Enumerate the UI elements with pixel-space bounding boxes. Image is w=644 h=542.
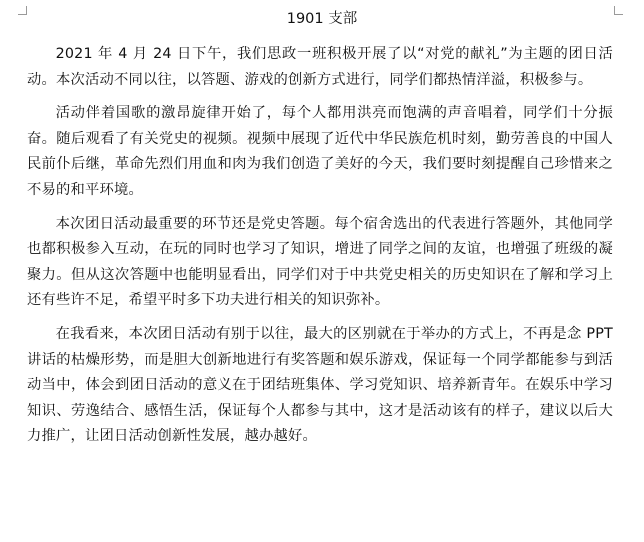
document-title: 1901 支部 (286, 11, 358, 27)
paragraph-1: 2021 年 4 月 24 日下午，我们思政一班积极开展了以“对党的献礼”为主题的团日活动。本次活动不同以往，以答题、游戏的创新方式进行，同学们都热情洋溢，积极参与。 (27, 46, 613, 88)
paragraph-3: 本次团日活动最重要的环节还是党史答题。每个宿舍选出的代表进行答题外，其他同学也都积极参入互动，在玩的同时也学习了知识，增进了同学之间的友谊，也增强了班级的凝聚力。但从这次答题中也能明显看出，同学们对于中共党史相关的历史知识在了解和学习上还有些许不足，希望平时多下功夫进行相关的知识弥补。 (27, 215, 613, 309)
document-body (27, 42, 613, 458)
paragraph-2: 活动伴着国歌的激昂旋律开始了，每个人都用洪亮而饱满的声音唱着，同学们十分振奋。随后观看了有关党史的视频。视频中展现了近代中华民族危机时刻，勤劳善良的中国人民前仆后继，革命先烈们用血和肉为我们创造了美好的今天，我们要时刻提醒自己珍惜来之不易的和平环境。 (27, 105, 613, 198)
paragraph-4: 在我看来，本次团日活动有别于以往，最大的区别就在于举办的方式上，不再是念 PPT 讲话的枯燥形势，而是胆大创新地进行有奖答题和娱乐游戏，保证每一个同学都能参与到活动当中，体会到团日活动的意义在于团结班集体、学习党知识、培养新青年。在娱乐中学习知识、劳逸结合、感悟生活，保证每个人都参与其中，这才是活动该有的样子，建议以后大力推广，让团日活动创新性发展，越办越好。 (27, 325, 613, 445)
